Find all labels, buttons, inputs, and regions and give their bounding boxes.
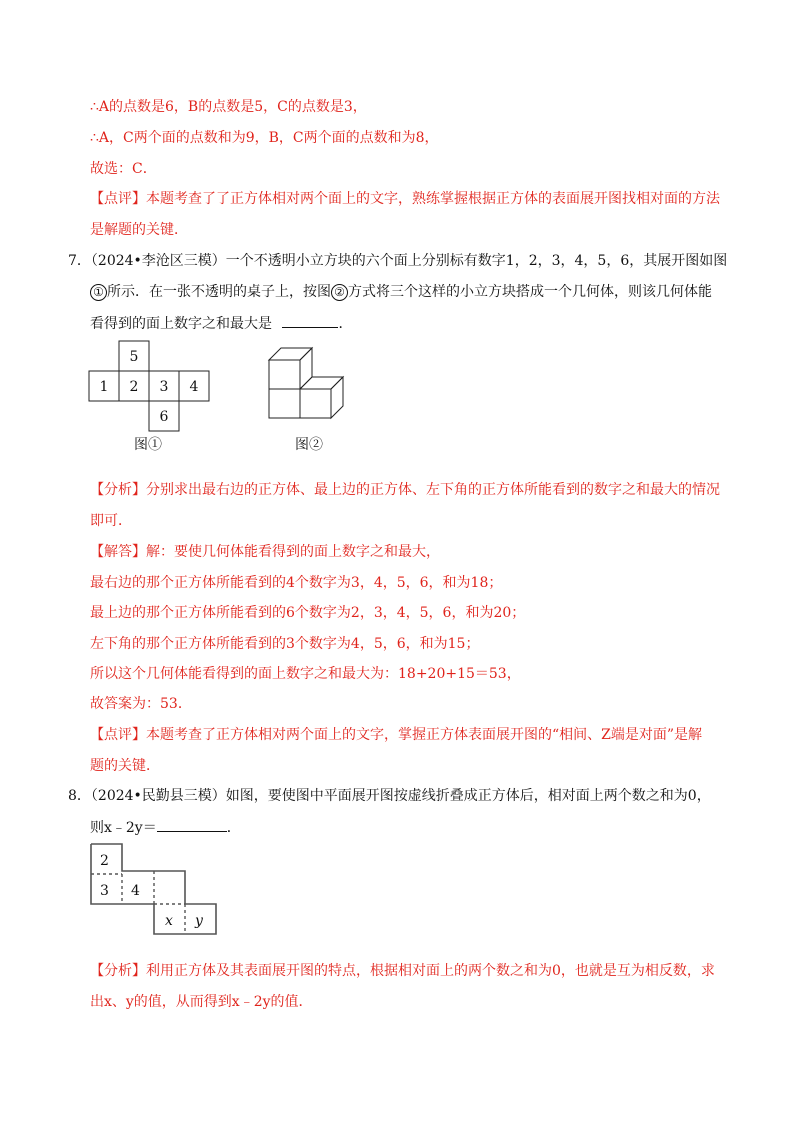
analysis-tag: 【分析】	[90, 963, 146, 979]
question-8-line-1	[68, 786, 711, 806]
question-7-line-3	[90, 313, 352, 334]
question-text: 方式将三个这样的小立方块搭成一个几何体，则该几何体能	[348, 284, 712, 300]
figure-1-ref: ①	[90, 284, 107, 301]
answer-blank	[157, 817, 227, 832]
figure-2-caption: 图②	[295, 437, 323, 453]
net-number-6: 6	[159, 409, 169, 425]
analysis-tag: 【分析】	[90, 482, 146, 498]
net-number-2: 2	[129, 379, 139, 395]
figure-2-stacked-cubes	[262, 340, 362, 455]
q7-review-line-2: 题的关键．	[90, 758, 160, 774]
q8-net-variable-x: x	[165, 913, 173, 929]
question-8-line-2	[90, 817, 241, 838]
net-number-4: 4	[189, 379, 199, 395]
q7-solution-line-2: 最右边的那个正方体所能看到的4个数字为3，4，5，6，和为18；	[90, 575, 503, 591]
solution-tag: 【解答】	[90, 544, 146, 560]
net-number-3: 3	[159, 379, 169, 395]
review-tag: 【点评】	[90, 727, 146, 743]
q7-solution-line-3: 最上边的那个正方体所能看到的6个数字为2，3，4，5，6，和为20；	[90, 605, 526, 621]
q7-analysis-line-1	[90, 480, 720, 500]
q8-net-number-4: 4	[131, 883, 140, 899]
question-number: 8．	[68, 788, 91, 804]
net-number-5: 5	[129, 349, 139, 365]
prev-solution-line-2: ∴A，C两个面的点数和为9，B，C两个面的点数和为8，	[90, 130, 439, 146]
q8-analysis-line-1	[90, 961, 715, 981]
question-text-end: ．	[338, 316, 353, 332]
q8-net-variable-y: y	[195, 913, 203, 929]
q7-solution-line-5: 所以这个几何体能看得到的面上数字之和最大为：18+20+15＝53，	[90, 666, 521, 682]
prev-solution-line-3: 故选：C．	[90, 161, 157, 177]
q8-net-number-2: 2	[100, 853, 109, 869]
solution-text: 解：要使几何体能看得到的面上数字之和最大，	[146, 544, 440, 560]
q8-net-number-3: 3	[100, 883, 109, 899]
figure-q8-cube-net	[88, 840, 223, 940]
question-7-line-1	[68, 251, 727, 271]
review-text: 本题考查了正方体相对两个面上的文字，掌握正方体表面展开图的“相间、Z端是对面”是解	[146, 727, 703, 743]
question-text: 看得到的面上数字之和最大是	[90, 316, 272, 332]
prev-review-line-2: 是解题的关键．	[90, 222, 188, 238]
q8-analysis-line-2: 出x、y的值，从而得到x﹣2y的值．	[90, 994, 313, 1010]
answer-blank	[282, 313, 338, 328]
question-number: 7．	[68, 253, 91, 269]
prev-review-line-1	[90, 189, 720, 209]
figure-2-ref: ②	[331, 284, 348, 301]
net-number-1: 1	[99, 379, 109, 395]
prev-solution-line-1: ∴A的点数是6，B的点数是5，C的点数是3，	[90, 99, 367, 115]
question-text: 则x﹣2y＝	[90, 820, 157, 836]
q7-solution-line-4: 左下角的那个正方体所能看到的3个数字为4，5，6，和为15；	[90, 636, 480, 652]
q7-review-line-1	[90, 725, 702, 745]
figure-1-caption: 图①	[134, 437, 162, 453]
question-text-end: ．	[226, 820, 241, 836]
figure-1-cube-net	[88, 340, 218, 455]
review-tag: 【点评】	[90, 191, 146, 207]
question-text: （2024•民勤县三模）如图，要使图中平面展开图按虚线折叠成正方体后，相对面上两个数之和为0，	[90, 788, 711, 804]
question-7-line-2	[90, 282, 712, 302]
analysis-text: 分别求出最右边的正方体、最上边的正方体、左下角的正方体所能看到的数字之和最大的情况	[146, 482, 720, 498]
analysis-text: 利用正方体及其表面展开图的特点，根据相对面上的两个数之和为0，也就是互为相反数，求	[146, 963, 715, 979]
question-text: 所示．在一张不透明的桌子上，按图	[107, 284, 331, 300]
review-text: 本题考查了了正方体相对两个面上的文字，熟练掌握根据正方体的表面展开图找相对面的方法	[146, 191, 720, 207]
q7-solution-line-1	[90, 542, 440, 562]
question-text: （2024•李沧区三模）一个不透明小立方块的六个面上分别标有数字1，2，3，4，5，6，其展开图如图	[90, 253, 728, 269]
q7-analysis-line-2: 即可．	[90, 513, 132, 529]
q7-solution-line-6: 故答案为：53．	[90, 696, 192, 712]
